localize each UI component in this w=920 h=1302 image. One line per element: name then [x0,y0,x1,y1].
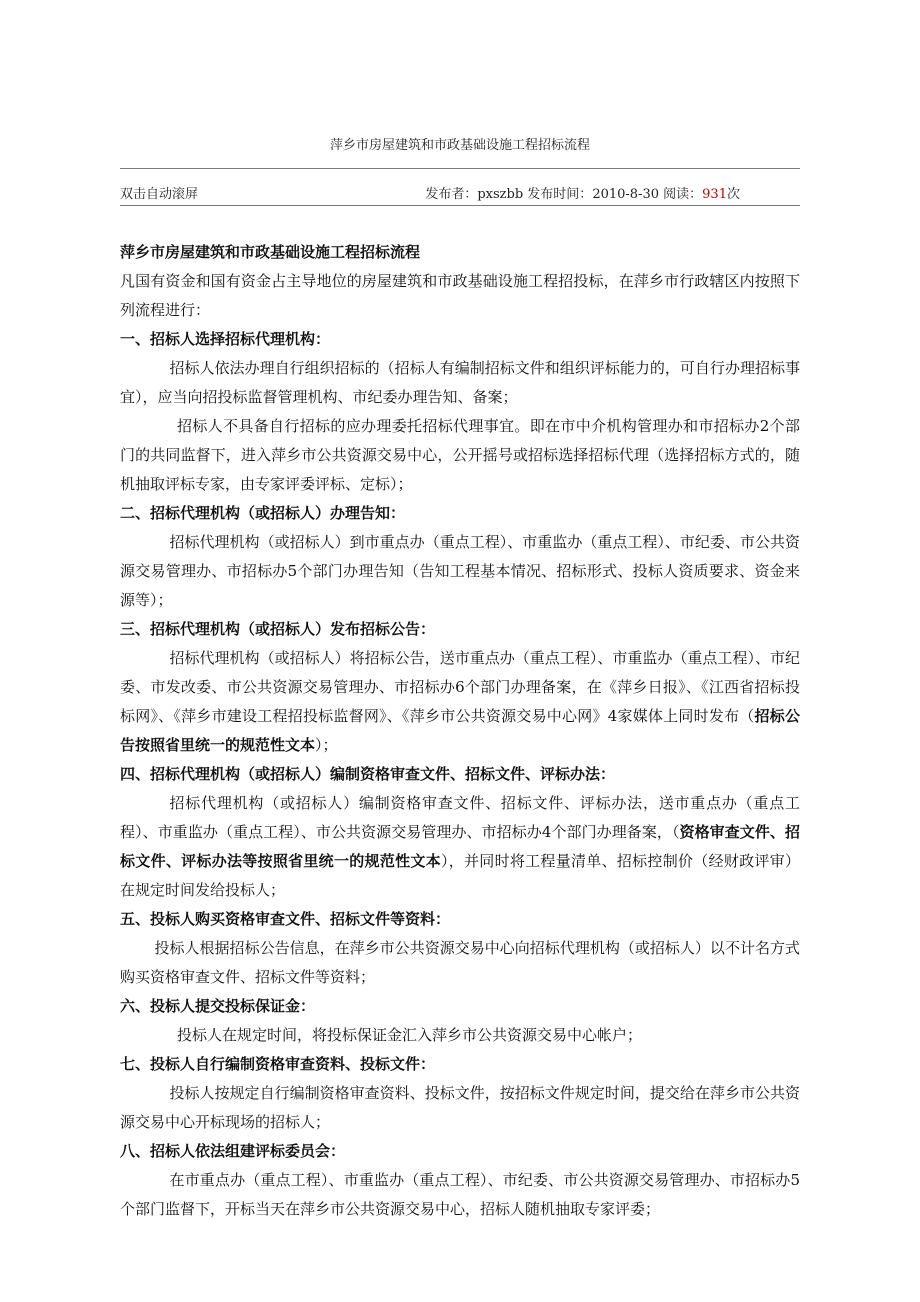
paragraph [120,789,800,905]
reads-label: 阅读： [663,187,703,202]
section-heading: 五、投标人购买资格审查文件、招标文件等资料： [120,910,451,928]
meta-divider [120,205,800,206]
section-heading: 七、投标人自行编制资格审查资料、投标文件： [120,1055,436,1073]
header-divider [120,168,800,169]
section-heading: 一、招标人选择招标代理机构： [120,330,331,348]
emphasis-text: 资格审查文件、招标文件、评标办法等按照省里统一的规范性文本 [120,823,800,870]
page-title: 萍乡市房屋建筑和市政基础设施工程招标流程 [329,138,590,153]
paragraph: 招标代理机构（或招标人）到市重点办（重点工程）、市重监办（重点工程）、市纪委、市公共资源交易管理办、市招标办5个部门办理告知（告知工程基本情况、招标形式、投标人资质要求、资金来源等）； [120,533,800,609]
paragraph: 招标人不具备自行招标的应办理委托招标代理事宜。即在市中介机构管理办和市招标办2个部门的共同监督下，进入萍乡市公共资源交易中心，公开摇号或招标选择招标代理（选择招标方式的，随机抽取评标专家，由专家评委评标、定标）； [120,417,800,493]
section-heading: 六、投标人提交投标保证金： [120,997,316,1015]
publisher: pxszbb [477,187,524,202]
article-body [120,238,800,1224]
intro-paragraph: 凡国有资金和国有资金占主导地位的房屋建筑和市政基础设施工程招投标，在萍乡市行政辖区内按照下列流程进行： [120,272,800,319]
section-heading: 八、招标人依法组建评标委员会： [120,1142,346,1160]
text-run: 招标代理机构（或招标人）将招标公告，送市重点办（重点工程）、市重监办（重点工程）、市纪委、市发改委、市公共资源交易管理办、市招标办6个部门办理备案，在《萍乡日报》、《江西省招标投标网》、《萍乡市建设工程招投标监督网》、《萍乡市公共资源交易中心网》4家媒体上同时发布（ [120,649,800,725]
date-label: 发布时间： [527,187,593,202]
paragraph: 投标人按规定自行编制资格审查资料、投标文件，按招标文件规定时间，提交给在萍乡市公共资源交易中心开标现场的招标人； [120,1084,800,1131]
publisher-label: 发布者： [425,187,478,202]
publish-date: 2010-8-30 [592,187,659,202]
paragraph [120,644,800,760]
paragraph: 投标人在规定时间，将投标保证金汇入萍乡市公共资源交易中心帐户； [177,1026,643,1044]
section-heading: 四、招标代理机构（或招标人）编制资格审查文件、招标文件、评标办法： [120,765,616,783]
section-heading: 二、招标代理机构（或招标人）办理告知： [120,504,406,522]
text-run: ），并同时将工程量清单、招标控制价（经财政评审）在规定时间发给投标人； [120,852,800,899]
publish-info [425,183,740,202]
text-run: 招标代理机构（或招标人）编制资格审查文件、招标文件、评标办法，送市重点办（重点工程）、市重监办（重点工程）、市公共资源交易管理办、市招标办4个部门办理备案，（ [120,794,800,841]
paragraph: 招标人依法办理自行组织招标的（招标人有编制招标文件和组织评标能力的，可自行办理招标事宜），应当向招投标监督管理机构、市纪委办理告知、备案； [120,359,800,406]
paragraph: 在市重点办（重点工程）、市重监办（重点工程）、市纪委、市公共资源交易管理办、市招标办5个部门监督下，开标当天在萍乡市公共资源交易中心，招标人随机抽取专家评委； [120,1171,800,1218]
text-run: ）； [315,736,338,754]
reads-unit: 次 [726,187,740,202]
read-count: 931 [702,187,727,202]
auto-scroll-link[interactable]: 双击自动滚屏 [120,187,199,202]
document-title: 萍乡市房屋建筑和市政基础设施工程招标流程 [120,243,421,261]
section-heading: 三、招标代理机构（或招标人）发布招标公告： [120,620,436,638]
paragraph: 投标人根据招标公告信息，在萍乡市公共资源交易中心向招标代理机构（或招标人）以不计名方式购买资格审查文件、招标文件等资料； [120,939,800,986]
emphasis-text: 招标公告按照省里统一的规范性文本 [120,707,800,754]
